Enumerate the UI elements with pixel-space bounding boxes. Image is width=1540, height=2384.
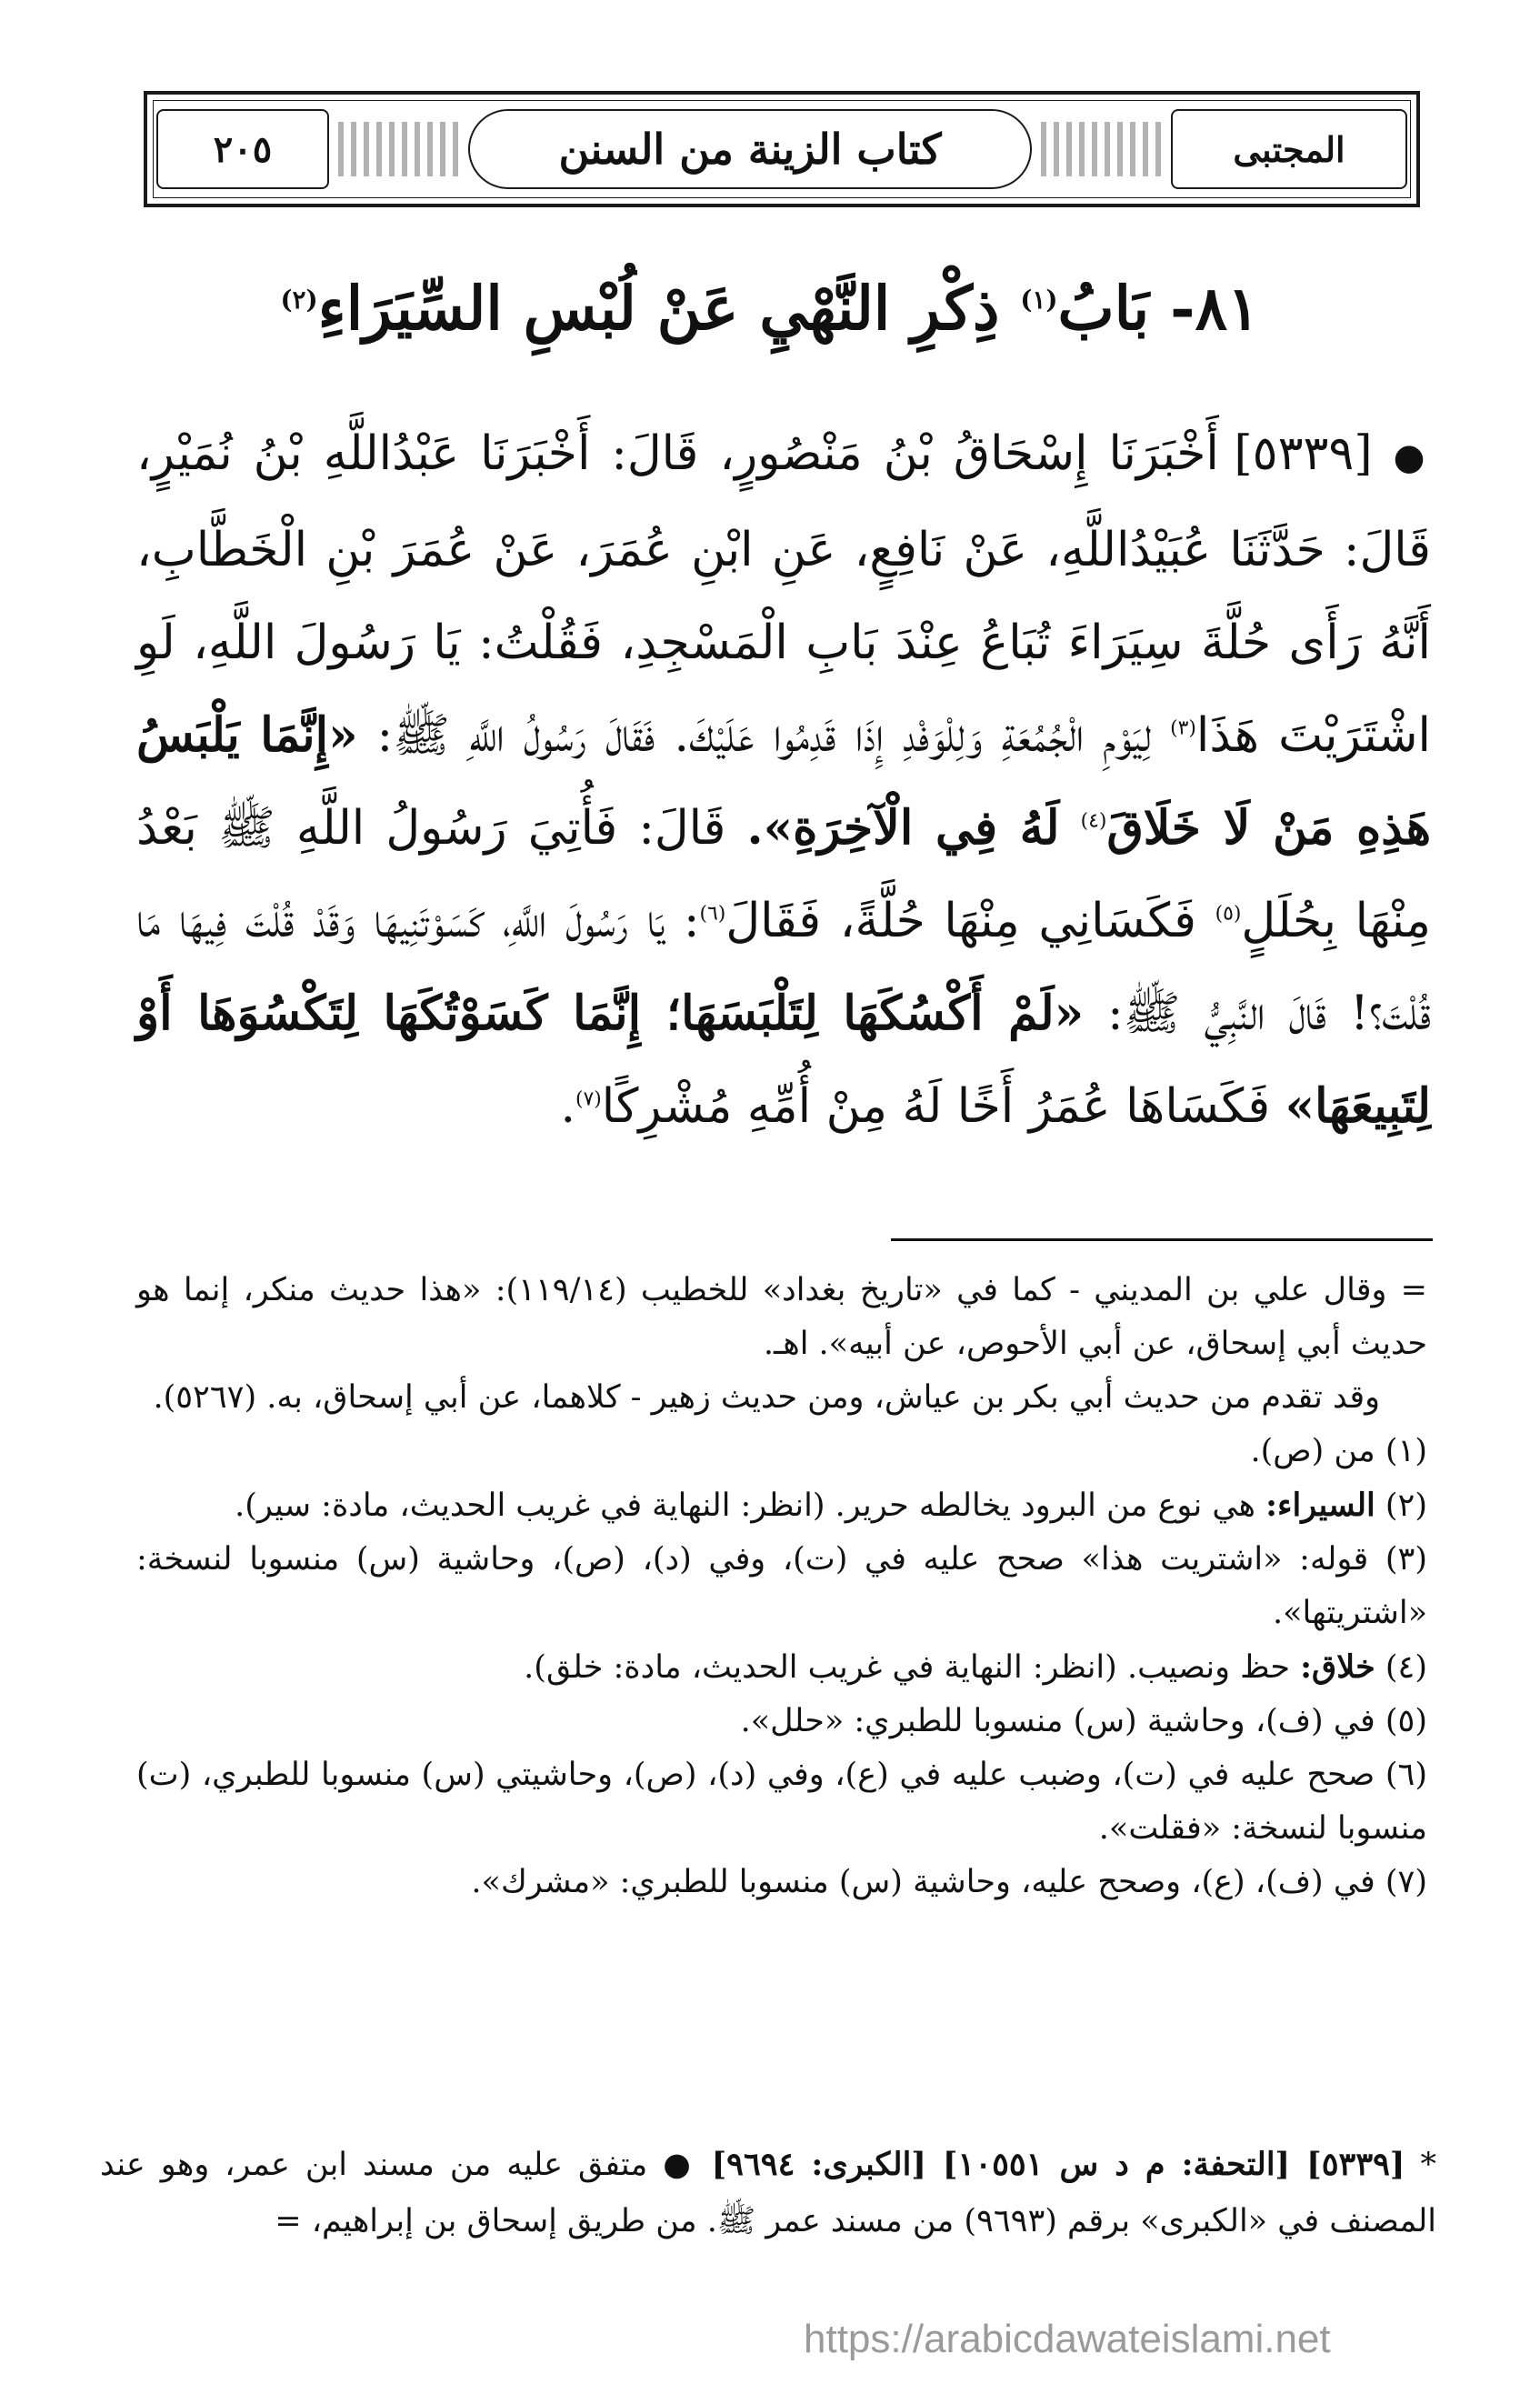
footnote-continuation-2: [136, 1371, 1427, 1425]
footnote-label: (٣): [1385, 1541, 1427, 1578]
chapter-title-bab: بَابُ: [1057, 273, 1150, 344]
footnote-term: خلاق:: [1300, 1648, 1375, 1686]
chapter-title: ذِكْرِ النَّهْيِ عَنْ لُبْسِ السِّيَرَاءِ: [317, 273, 1000, 344]
footnote-ref-5: (٥): [1215, 902, 1242, 926]
star-icon: *: [1420, 2147, 1436, 2183]
footnote-text: في (ف)، وحاشية (س) منسوبا للطبري: «حلل».: [740, 1703, 1375, 1739]
footnote-term: السيراء:: [1265, 1487, 1375, 1524]
hadith-text: [136, 407, 1431, 1153]
page-header: [144, 91, 1420, 207]
footnotes: [136, 1264, 1427, 1909]
hadith-part-1: [٥٣٣٩] أَخْبَرَنَا إِسْحَاقُ بْنُ مَنْصُورٍ، قَالَ: أَخْبَرَنَا عَبْدُاللَّهِ بْنُ نُمَيْرٍ، قَالَ: حَدَّثَنَا عُبَيْدُاللَّهِ، عَنْ نَافِعٍ، عَنِ ابْنِ عُمَرَ، عَنْ عُمَرَ بْنِ الْخَطَّابِ، أَنَّهُ رَأَى حُلَّةَ سِيَرَاءَ تُبَاعُ عِنْدَ بَابِ الْمَسْجِدِ، فَقُلْتُ: يَا رَسُولَ اللَّهِ، لَوِ اشْتَرَيْتَ هَذَا: [136, 426, 1431, 763]
footnote-3: [136, 1533, 1427, 1640]
footnote-ref-7: (٧): [575, 1087, 602, 1111]
takhrij-paragraph: [100, 2137, 1436, 2249]
footnote-continuation: [136, 1264, 1427, 1371]
header-ornament-left: [338, 122, 459, 176]
hadith-part-2: لِيَوْمِ الْجُمُعَةِ وَلِلْوَفْدِ إِذَا قَدِمُوا عَلَيْكَ. فَقَالَ رَسُولُ اللَّهِ ﷺ:: [376, 708, 1152, 763]
footnote-5: [136, 1695, 1427, 1748]
hadith-end: .: [560, 1079, 575, 1134]
continuation-mark: =: [275, 2203, 302, 2239]
footnote-7: [136, 1856, 1427, 1909]
footnote-label: (١): [1385, 1433, 1427, 1469]
footnote-label: (٦): [1385, 1757, 1427, 1793]
footnote-1: [136, 1425, 1427, 1478]
footnote-label: (٤): [1385, 1649, 1427, 1686]
footnote-text: هي نوع من البرود يخالطه حرير. (انظر: النهاية في غريب الحديث، مادة: سير).: [235, 1487, 1255, 1524]
takhrij-note: [100, 2137, 1436, 2249]
hadith-part-3: قَالَ: فَأُتِيَ رَسُولُ اللَّهِ ﷺ بَعْدُ مِنْهَا بِحُلَلٍ: [136, 801, 1432, 948]
book-title: المجتبى: [1171, 109, 1407, 189]
footnote-ref-4: (٤): [1080, 809, 1107, 833]
prophetic-quote-1: «إِنَّمَا يَلْبَسُ هَذِهِ مَنْ لَا خَلَاقَ: [136, 707, 1432, 856]
footnote-ref-3: (٣): [1170, 716, 1196, 740]
footnote-label: =: [1400, 1272, 1427, 1308]
hadith-part-6: فَكَسَاهَا عُمَرُ أَخًا لَهُ مِنْ أُمِّهِ مُشْرِكًا: [601, 1079, 1271, 1134]
prophetic-quote-1-end: لَهُ فِي الْآخِرَةِ».: [746, 800, 1060, 856]
watermark-url: https://arabicdawateislami.net: [804, 2317, 1331, 2361]
footnote-label: (٧): [1385, 1864, 1427, 1900]
footnote-text: في (ف)، (ع)، وصحح عليه، وحاشية (س) منسوبا للطبري: «مشرك».: [471, 1864, 1375, 1900]
footnote-6: [136, 1748, 1427, 1856]
hadith-part-4: فَكَسَانِي مِنْهَا حُلَّةً، فَقَالَ: [725, 894, 1196, 948]
footnote-text: حظ ونصيب. (انظر: النهاية في غريب الحديث، مادة: خلق).: [524, 1649, 1290, 1686]
footnote-text: صحح عليه في (ت)، وضبب عليه في (ع)، وفي (د)، (ص)، وحاشيتي (س) منسوبا للطبري، (ت) منسوبا لنسخة: «فقلت».: [136, 1757, 1427, 1847]
takhrij-reference: [٥٣٣٩] [التحفة: م د س ١٠٥٥١] [الكبرى: ٩٦٩٤]: [711, 2146, 1405, 2183]
footnote-label: (٥): [1385, 1703, 1427, 1739]
hadith-part-5: : يَا رَسُولَ اللَّهِ، كَسَوْتَنِيهَا وَقَدْ قُلْتَ فِيهَا مَا قُلْتَ؟! قَالَ النَّبِيُّ ﷺ:: [136, 894, 1432, 1041]
header-ornament-right: [1041, 122, 1162, 176]
footnote-4: [136, 1640, 1427, 1695]
footnote-ref-1: (١): [1020, 285, 1058, 315]
footnote-2: [136, 1478, 1427, 1533]
footnote-label: (٢): [1385, 1487, 1427, 1524]
chapter-heading: [236, 273, 1304, 345]
footnote-ref-6: (٦): [699, 902, 726, 926]
takhrij-text: ● متفق عليه من مسند ابن عمر، وهو عند المصنف في «الكبرى» برقم (٩٦٩٣) من مسند عمر ﷺ. من طريق إسحاق بن إبراهيم،: [100, 2147, 1436, 2239]
prophetic-quote-2: «لَمْ أَكْسُكَهَا لِتَلْبَسَهَا؛ إِنَّمَا كَسَوْتُكَهَا لِتَكْسُوَهَا أَوْ لِتَبِيعَهَا»: [136, 986, 1431, 1134]
footnote-text: وقال علي بن المديني - كما في «تاريخ بغداد» للخطيب (١١٩/١٤): «هذا حديث منكر، إنما هو حديث أبي إسحاق، عن أبي الأحوص، عن أبيه». اهـ.: [136, 1272, 1427, 1362]
footnote-ref-2: (٢): [280, 285, 318, 315]
footnote-text: من (ص).: [1250, 1433, 1375, 1469]
footnote-text: وقد تقدم من حديث أبي بكر بن عياش، ومن حديث زهير - كلاهما، عن أبي إسحاق، به. (٥٢٦٧).: [153, 1379, 1380, 1416]
chapter-number: ٨١-: [1170, 273, 1260, 344]
chapter-running-title: كتاب الزينة من السنن: [468, 109, 1032, 189]
page-number: ٢٠٥: [156, 109, 329, 189]
bullet-icon: ●: [1393, 436, 1431, 478]
footnote-divider: [891, 1238, 1433, 1241]
footnote-text: قوله: «اشتريت هذا» صحح عليه في (ت)، وفي (د)، (ص)، وحاشية (س) منسوبا لنسخة: «اشتريتها».: [136, 1541, 1427, 1631]
